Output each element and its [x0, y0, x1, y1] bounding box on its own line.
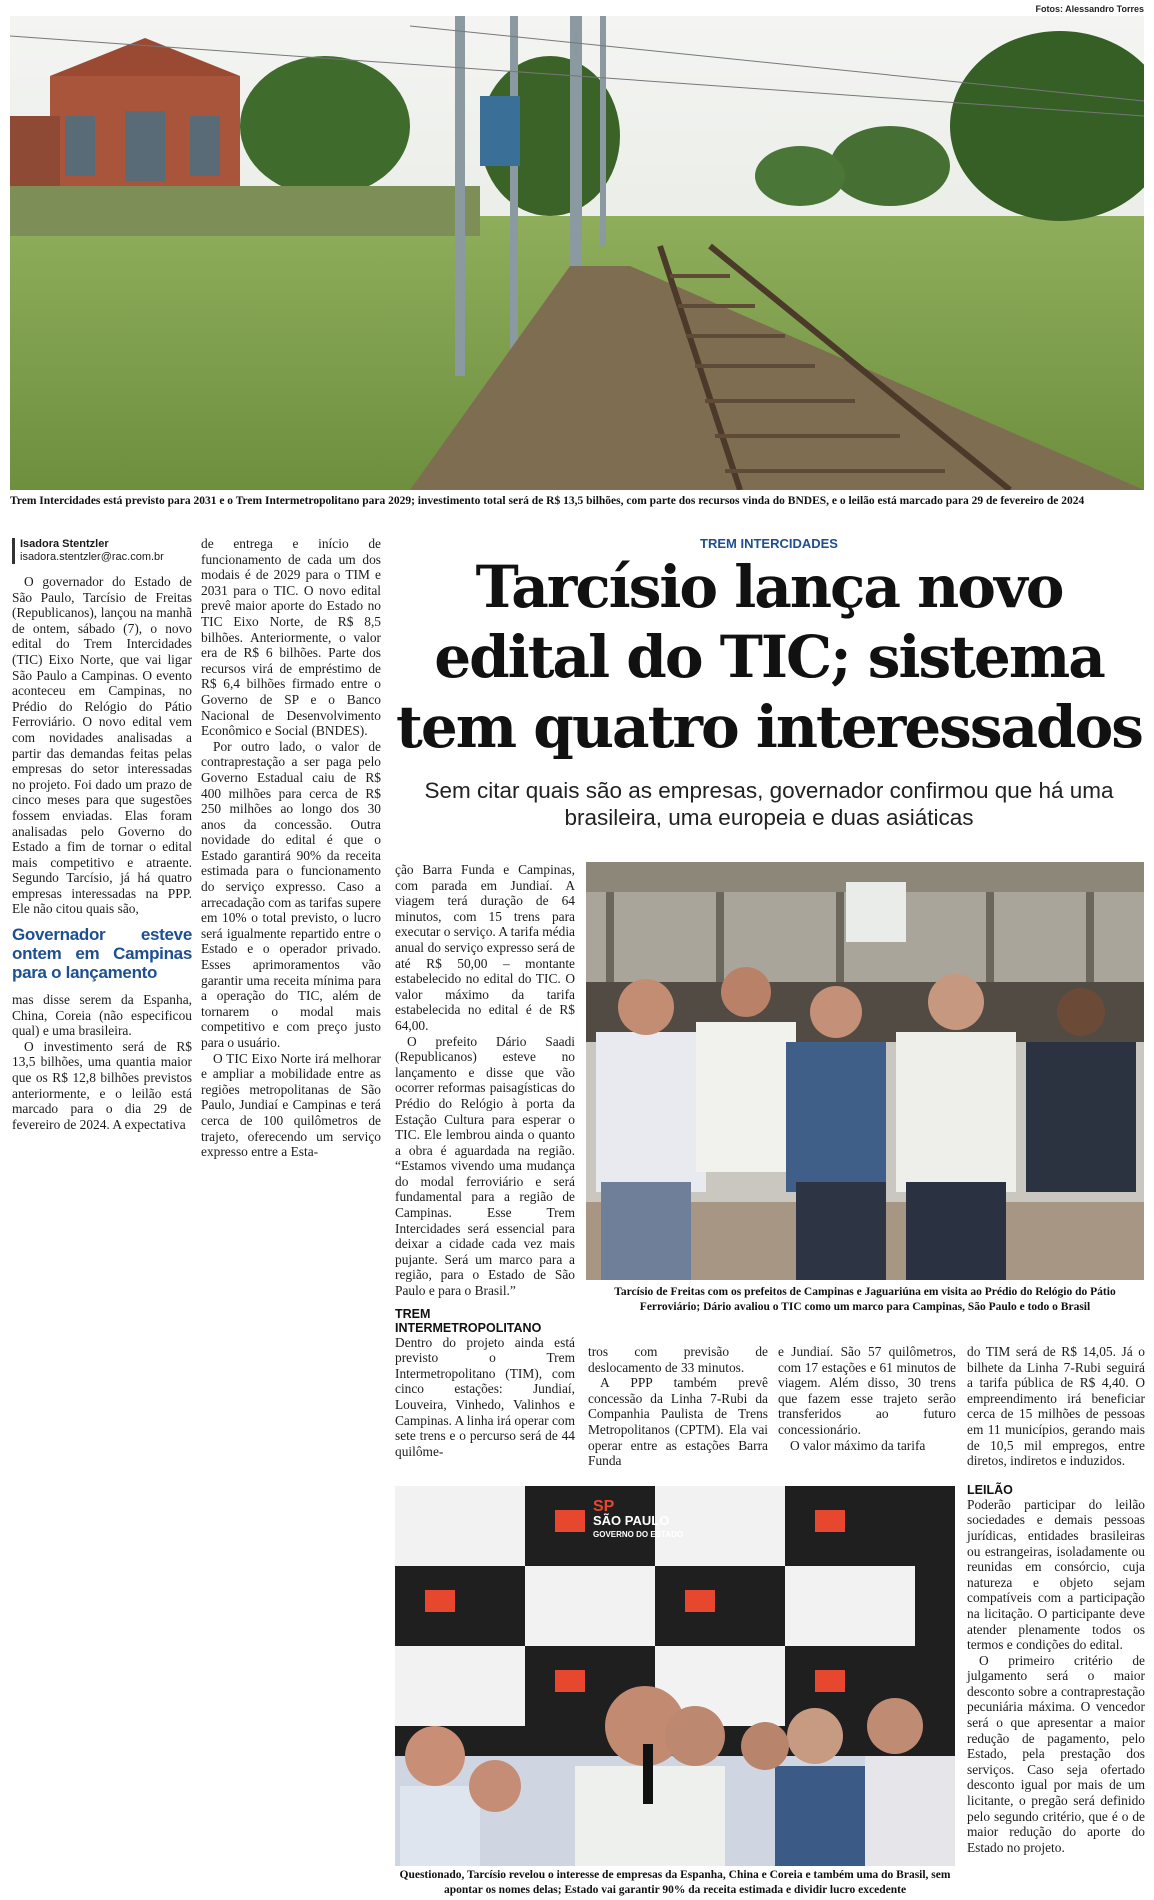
paragraph: Poderão participar do leilão sociedades e demais pessoas jurídicas, entidades brasileiras ou estrangeiras, isoladamente ou reunidas em consórcio, cuja natureza e objeto sejam compatíveis com a participação na licitação. O participante deve atender plenamente todos os termos e condições do edital.	[967, 1496, 1145, 1653]
byline-name: Isadora Stentzler	[20, 538, 109, 550]
top-photo-caption: Trem Intercidades está previsto para 2031 e o Trem Intermetropolitano para 2029; investimento total será de R$ 13,5 bilhões, com parte dos recursos vinda do BNDES, e o leilão está marcado para 29 de fevereiro de 2024	[10, 495, 1085, 507]
photo-credit: Fotos: Alessandro Torres	[1035, 4, 1144, 14]
article-column-3	[395, 862, 575, 1459]
paragraph: do TIM será de R$ 14,05. Já o bilhete da Linha 7-Rubi seguirá a tarifa pública de R$ 4,40. O empreendimento irá beneficiar cerca de 15 milhões de pessoas em 11 municípios, gerando mais de 10,5 mil empregos, entre diretos, indiretos e induzidos.	[967, 1344, 1145, 1469]
press-conference-photo	[395, 1486, 955, 1866]
paragraph: ção Barra Funda e Campinas, com parada em Jundiaí. A viagem terá duração de 64 minutos, com 15 trens para executar o serviço. A tarifa média anual do serviço expresso será de até R$ 50,00 – montante estabelecido no edital do TIC. O valor máximo da tarifa estabelecida no edital é de R$ 64,00.	[395, 862, 575, 1033]
paragraph: O primeiro critério de julgamento será o maior desconto sobre a contraprestação pecuniária máxima. O vencedor será o que apresentar a maior redução de pagamento, pelo Estado, pela prestação dos serviços. Caso seja ofertado desconto igual por mais de um licitante, o pregão será definido pelo segundo critério, que é o de maior redução do aporte do Estado no projeto.	[967, 1652, 1145, 1855]
section-heading: TREM INTERMETROPOLITANO	[395, 1306, 542, 1335]
sp-logo-name: SÃO PAULO	[593, 1513, 670, 1528]
paragraph: e Jundiaí. São 57 quilômetros, com 17 estações e 61 minutos de viagem. Além disso, 30 trens que fazem esse trajeto serão transferidos ao futuro concessionário.	[778, 1344, 956, 1437]
article-column-5	[778, 1344, 956, 1453]
byline-email[interactable]: isadora.stentzler@rac.com.br	[20, 551, 164, 563]
paragraph: O prefeito Dário Saadi (Republicanos) esteve no lançamento e disse que vão ocorrer reformas paisagísticas do Prédio do Relógio à porta da Estação Cultura para esperar o TIC. Ele lembrou ainda o quanto a obra é aguardada na região. “Estamos vivendo uma mudança do modal ferroviário e será fundamental para a região de Campinas. Esse Trem Intercidades será essencial para deixar a cidade cada vez mais pujante. Será um marco para a região, para o Estado de São Paulo e para o Brasil.”	[395, 1033, 575, 1299]
article-column-2	[201, 536, 381, 1160]
mid-photo-caption: Tarcísio de Freitas com os prefeitos de Campinas e Jaguariúna em visita ao Prédio do Relógio do Pátio Ferroviário; Dário avaliou o TIC como um marco para Campinas, São Paulo e todo o Brasil	[614, 1286, 1116, 1313]
railway-photo	[10, 16, 1144, 490]
headline: Tarcísio lança novo edital do TIC; sistema tem quatro interessados	[396, 553, 1142, 761]
sp-logo-tag: GOVERNO DO ESTADO	[593, 1530, 684, 1539]
bottom-photo-caption: Questionado, Tarcísio revelou o interesse de empresas da Espanha, China e Coreia e também uma do Brasil, sem apontar os nomes delas; Estado vai garantir 90% da receita estimada e dividir lucro excedente	[399, 1869, 951, 1896]
paragraph: Por outro lado, o valor de contraprestação a ser paga pelo Governo Estadual caiu de R$ 400 milhões para cerca de R$ 250 milhões ao longo dos 30 anos da concessão. Outra novidade do edital é que o Estado garantirá 90% da receita estimada para o funcionamento do serviço expresso. Caso a arrecadação com as tarifas supere em 10% o total previsto, o lucro será igualmente repartido entre o Estado e o operador privado. Esses aprimoramentos vão garantir uma receita mínima para a operação do TIC, além de tornarem o modal mais competitivo e com preço justo para o usuário.	[201, 738, 381, 1050]
subheading: Governador esteve ontem em Campinas para o lançamento	[12, 925, 192, 983]
paragraph: A PPP também prevê concessão da Linha 7-Rubi da Companhia Paulista de Trens Metropolitanos (CPTM). Ela vai operar entre as estações Barra Funda	[588, 1375, 768, 1469]
paragraph: O investimento será de R$ 13,5 bilhões, uma quantia maior que os R$ 12,8 bilhões previstos anteriormente, e o leilão está marcado para o dia 29 de fevereiro de 2024. A expectativa	[12, 1038, 192, 1132]
paragraph: O valor máximo da tarifa	[790, 1437, 926, 1453]
sp-logo-mark: SP	[593, 1498, 615, 1515]
byline	[12, 538, 192, 564]
article-column-6	[967, 1344, 1145, 1855]
paragraph: tros com previsão de deslocamento de 33 minutos.	[588, 1344, 768, 1375]
article-column-1	[12, 574, 192, 1132]
section-heading: LEILÃO	[967, 1482, 1013, 1497]
article-column-4	[588, 1344, 768, 1469]
paragraph: mas disse serem da Espanha, China, Coreia (não especificou qual) e uma brasileira.	[12, 992, 192, 1039]
deck: Sem citar quais são as empresas, governador confirmou que há uma brasileira, uma europeia e duas asiáticas	[424, 778, 1114, 830]
paragraph: Dentro do projeto ainda está previsto o Trem Intermetropolitano (TIM), com cinco estações: Jundiaí, Louveira, Vinhedo, Valinhos e Campinas. A linha irá operar com sete trens e o percurso será de 44 quilôme-	[395, 1334, 575, 1459]
kicker: TREM INTERCIDADES	[700, 536, 838, 551]
paragraph: O TIC Eixo Norte irá melhorar e ampliar a mobilidade entre as regiões metropolitanas de São Paulo, Jundiaí e Campinas e terá cerca de 100 quilômetros de trajeto, oferecendo um serviço expresso entre a Esta-	[201, 1050, 381, 1160]
paragraph: O governador do Estado de São Paulo, Tarcísio de Freitas (Republicanos), lançou na manhã de ontem, sábado (7), o novo edital do Trem Intercidades (TIC) Eixo Norte, que vai ligar São Paulo a Campinas. O evento aconteceu em Campinas, no Prédio do Relógio do Pátio Ferroviário. O novo edital vem com novidades analisadas a partir das demandas feitas pelas empresas do setor interessadas no projeto. Foi dado um prazo de cinco meses para que sugestões fossem enviadas. Elas foram analisadas pelo Governo do Estado a fim de tornar o edital mais competitivo e atraente. Segundo Tarcísio, já há quatro empresas interessadas na PPP. Ele não citou quais são,	[12, 574, 192, 917]
paragraph: de entrega e início de funcionamento de cada um dos modais é de 2029 para o TIM e 2031 para o TIC. O novo edital prevê maior aporte do Estado no TIC Eixo Norte, de R$ 8,5 bilhões. Anteriormente, o valor era de R$ 6 bilhões. Parte dos recursos virá de empréstimo de R$ 6,4 bilhões firmado entre o Governo de SP e o Banco Nacional de Desenvolvimento Econômico e Social (BNDES).	[201, 536, 381, 739]
officials-walking-photo	[586, 862, 1144, 1280]
